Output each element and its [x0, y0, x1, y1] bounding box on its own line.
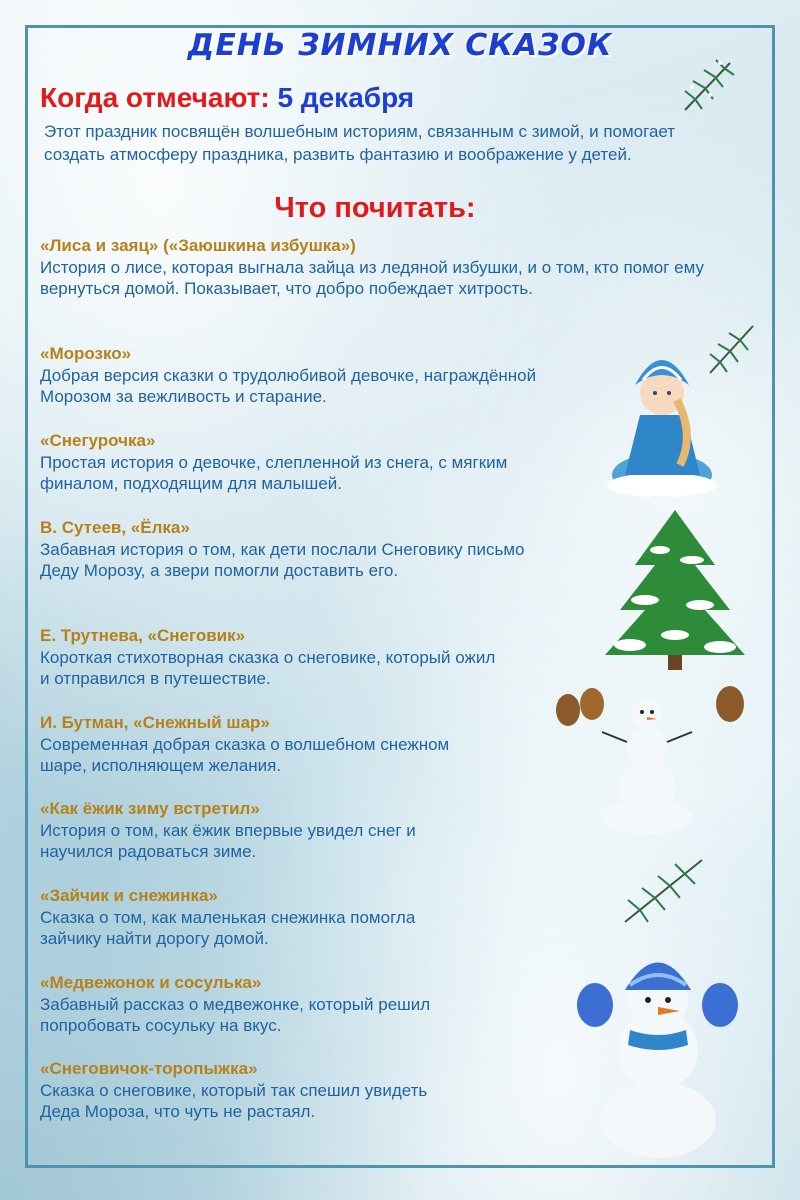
book-description: Добрая версия сказки о трудолюбивой девочке, награждённой Морозом за вежливость и старание. — [40, 366, 537, 406]
snow-maiden-icon — [605, 335, 720, 500]
pine-cone-icon — [712, 682, 748, 726]
book-description: Современная добрая сказка о волшебном снежном шаре, исполняющем желания. — [40, 735, 450, 775]
christmas-tree-icon — [600, 505, 750, 675]
book-title: «Лиса и заяц» («Заюшкина избушка») — [40, 236, 356, 255]
date-label: Когда отмечают: — [40, 82, 270, 113]
book-description: Короткая стихотворная сказка о снеговике, который ожил и отправился в путешествие. — [40, 648, 496, 688]
book-description: Сказка о том, как маленькая снежинка помогла зайчику найти дорогу домой. — [40, 908, 416, 948]
fir-branch-icon — [620, 850, 710, 930]
fir-branch-icon — [680, 55, 740, 115]
book-title: «Медвежонок и сосулька» — [40, 973, 262, 992]
book-description: Забавная история о том, как дети послали Снеговику письмо Деду Морозу, а звери помогли доставить его. — [40, 540, 525, 580]
book-title: В. Сутеев, «Ёлка» — [40, 518, 190, 537]
reading-list-heading: Что почитать: — [274, 192, 476, 224]
book-title: «Как ёжик зиму встретил» — [40, 799, 260, 818]
book-title: «Морозко» — [40, 344, 132, 363]
book-title: «Снегурочка» — [40, 431, 156, 450]
book-description: Простая история о девочке, слепленной из снега, с мягким финалом, подходящим для малышей. — [40, 453, 508, 493]
date-value: 5 декабря — [277, 82, 415, 113]
celebration-date — [40, 82, 414, 114]
book-description: История о лисе, которая выгнала зайца из ледяной избушки, и о том, кто помог ему вернуться домой. Показывает, что добро побеждает хитрость. — [40, 258, 705, 298]
book-description: Забавный рассказ о медвежонке, который решил попробовать сосульку на вкус. — [40, 995, 431, 1035]
page-title: ДЕНЬ ЗИМНИХ СКАЗОК — [187, 28, 613, 63]
snowman-icon — [592, 692, 702, 837]
snowman-in-hat-icon — [570, 945, 745, 1160]
intro-text: Этот праздник посвящён волшебным историям, связанным с зимой, и помогает создать атмосферу праздника, развить фантазию и воображение у детей. — [44, 122, 676, 164]
book-description: Сказка о снеговике, который так спешил увидеть Деда Мороза, что чуть не растаял. — [40, 1081, 428, 1121]
book-title: «Снеговичок-торопыжка» — [40, 1059, 258, 1078]
book-title: «Зайчик и снежинка» — [40, 886, 218, 905]
book-title: Е. Трутнева, «Снеговик» — [40, 626, 246, 645]
book-description: История о том, как ёжик впервые увидел снег и научился радоваться зиме. — [40, 821, 416, 861]
book-title: И. Бутман, «Снежный шар» — [40, 713, 270, 732]
list-item — [40, 235, 740, 299]
